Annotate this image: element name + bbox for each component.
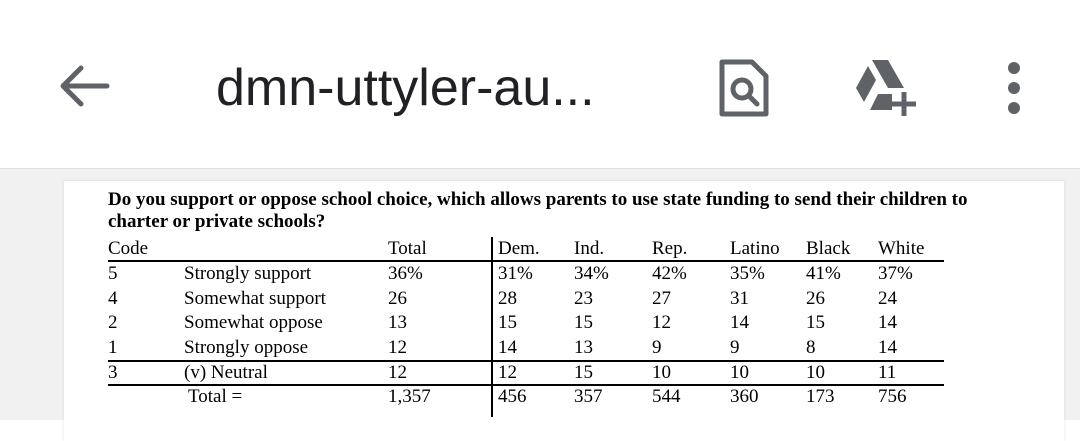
table-cell: 10	[652, 362, 671, 383]
table-cell: Strongly support	[184, 263, 312, 284]
table-cell: 3	[108, 362, 118, 383]
table-cell: 10	[730, 362, 749, 383]
table-cell: 544	[652, 386, 681, 407]
document-viewer[interactable]	[0, 169, 1080, 420]
table-cell: 24	[878, 288, 897, 309]
table-cell: 5	[108, 263, 118, 284]
table-cell: 9	[652, 337, 662, 358]
column-header: Latino	[730, 238, 780, 259]
table-cell: Strongly oppose	[184, 337, 309, 358]
find-in-document-button[interactable]	[708, 52, 780, 124]
table-cell: 31	[730, 288, 749, 309]
table-cell: 10	[806, 362, 825, 383]
table-cell: 14	[878, 312, 897, 333]
document-page	[64, 181, 1064, 441]
table-cell: 31%	[498, 263, 533, 284]
table-cell: 27	[652, 288, 671, 309]
table-cell: 12	[388, 362, 407, 383]
table-cell: 34%	[574, 263, 609, 284]
find-in-document-icon	[716, 56, 772, 120]
column-header: Dem.	[498, 238, 540, 259]
table-cell: 26	[388, 288, 407, 309]
table-cell: 357	[574, 386, 603, 407]
table-cell: 4	[108, 288, 118, 309]
table-cell: 456	[498, 386, 527, 407]
table-cell: 13	[388, 312, 407, 333]
table-cell: 360	[730, 386, 759, 407]
table-divider-vertical	[491, 237, 493, 417]
table-cell: 756	[878, 386, 907, 407]
table-cell: 12	[388, 337, 407, 358]
table-cell: 15	[574, 312, 593, 333]
table-cell: Somewhat oppose	[184, 312, 323, 333]
column-header: Ind.	[574, 238, 605, 259]
table-cell: 15	[574, 362, 593, 383]
column-header: Black	[806, 238, 851, 259]
table-rule	[108, 260, 944, 262]
add-to-drive-button[interactable]	[848, 52, 920, 124]
results-table	[108, 237, 948, 427]
table-cell: 35%	[730, 263, 765, 284]
table-rule	[108, 360, 944, 362]
table-cell: 12	[498, 362, 517, 383]
table-cell: 42%	[652, 263, 687, 284]
column-header: White	[878, 238, 925, 259]
column-header: Rep.	[652, 238, 688, 259]
table-cell: Total =	[188, 386, 243, 407]
app-toolbar	[0, 0, 1080, 169]
table-cell: 41%	[806, 263, 841, 284]
back-arrow-icon	[55, 62, 111, 110]
table-cell: 36%	[388, 263, 423, 284]
table-cell: 14	[878, 337, 897, 358]
table-cell: 173	[806, 386, 835, 407]
table-cell: 15	[806, 312, 825, 333]
table-cell: 28	[498, 288, 517, 309]
table-cell: 23	[574, 288, 593, 309]
table-cell: 9	[730, 337, 740, 358]
table-cell: 8	[806, 337, 816, 358]
table-cell: 14	[498, 337, 517, 358]
add-to-drive-icon	[848, 56, 920, 120]
table-cell: 1	[108, 337, 118, 358]
table-cell: 1,357	[388, 386, 431, 407]
table-cell: 15	[498, 312, 517, 333]
table-cell: 11	[878, 362, 897, 383]
column-header: Total	[388, 238, 427, 259]
more-options-button[interactable]	[978, 52, 1050, 124]
back-button[interactable]	[48, 54, 118, 118]
table-cell: Somewhat support	[184, 288, 326, 309]
table-cell: 14	[730, 312, 749, 333]
table-cell: 2	[108, 312, 118, 333]
more-vert-icon	[1004, 58, 1024, 118]
survey-question: Do you support or oppose school choice, which allows parents to use state funding to send their children to charter or private schools?	[108, 189, 968, 232]
table-cell: 26	[806, 288, 825, 309]
column-header: Code	[108, 238, 149, 259]
table-cell: 12	[652, 312, 671, 333]
table-cell: 13	[574, 337, 593, 358]
table-cell: (v) Neutral	[184, 362, 268, 383]
table-rule	[108, 384, 944, 386]
document-title: dmn-uttyler-au...	[216, 59, 595, 117]
table-cell: 37%	[878, 263, 913, 284]
